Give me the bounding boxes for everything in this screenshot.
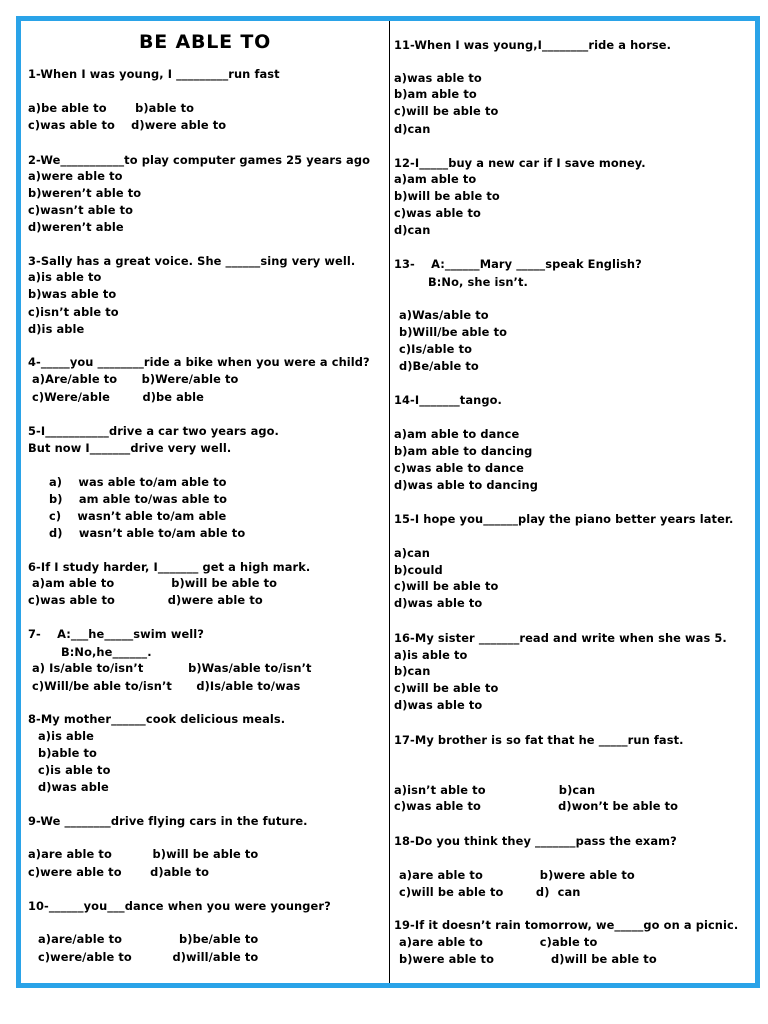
worksheet-line: b)could [394, 563, 443, 577]
worksheet-line: a)are able to c)able to [399, 935, 598, 949]
worksheet-line: c)was able to dance [394, 461, 524, 475]
worksheet-line: 18-Do you think they _______pass the exam? [394, 834, 677, 848]
worksheet-line: d)can [394, 122, 431, 136]
worksheet-line: c)was able to d)were able to [28, 118, 227, 132]
worksheet-line: a)can [394, 546, 430, 560]
worksheet-line: c) wasn’t able to/am able [49, 509, 227, 523]
worksheet-line: a)are able to b)were able to [399, 868, 635, 882]
worksheet-line: 4-_____you ________ride a bike when you were a child? [28, 355, 370, 369]
worksheet-line: d)was able to [394, 698, 483, 712]
worksheet-line: a)is able to [394, 648, 468, 662]
worksheet-line: 10-______you___dance when you were younger? [28, 899, 331, 913]
worksheet-line: c)were able to d)able to [28, 865, 210, 879]
worksheet-line: 12-I_____buy a new car if I save money. [394, 156, 646, 170]
worksheet-line: a)am able to dance [394, 427, 520, 441]
worksheet-line: c)Will/be able to/isn’t d)Is/able to/was [32, 679, 301, 693]
worksheet-line: c)were/able to d)will/able to [38, 950, 259, 964]
worksheet-line: 15-I hope you______play the piano better years later. [394, 512, 734, 526]
worksheet-line: a)am able to b)will be able to [32, 576, 278, 590]
worksheet-line: c)will be able to [394, 579, 499, 593]
worksheet-line: c)wasn’t able to [28, 203, 134, 217]
worksheet-line: a)Was/able to [399, 308, 489, 322]
worksheet-line: c)Were/able d)be able [32, 390, 205, 404]
worksheet-line: a)Are/able to b)Were/able to [32, 372, 239, 386]
worksheet-line: 8-My mother______cook delicious meals. [28, 712, 286, 726]
worksheet-line: 3-Sally has a great voice. She ______sing very well. [28, 254, 356, 268]
worksheet-title: BE ABLE TO [139, 31, 272, 53]
worksheet-line: b)weren’t able to [28, 186, 142, 200]
worksheet-line: 14-I_______tango. [394, 393, 502, 407]
worksheet-line: a)is able [38, 729, 94, 743]
worksheet-line: d)was able [38, 780, 109, 794]
worksheet-line: d)is able [28, 322, 85, 336]
worksheet-line: 9-We ________drive flying cars in the future. [28, 814, 308, 828]
column-divider [389, 21, 390, 983]
worksheet-line: But now I_______drive very well. [28, 441, 232, 455]
worksheet-line: a) was able to/am able to [49, 475, 227, 489]
worksheet-line: b)Will/be able to [399, 325, 508, 339]
worksheet-line: c)was able to [394, 206, 481, 220]
worksheet-line: 16-My sister _______read and write when she was 5. [394, 631, 727, 645]
worksheet-line: b)were able to d)will be able to [399, 952, 657, 966]
worksheet-line: d) wasn’t able to/am able to [49, 526, 246, 540]
worksheet-line: c)was able to d)were able to [28, 593, 263, 607]
worksheet-line: b)will be able to [394, 189, 500, 203]
worksheet-line: b)am able to [394, 87, 477, 101]
worksheet-line: a) Is/able to/isn’t b)Was/able to/isn’t [32, 661, 312, 675]
worksheet-line: b)am able to dancing [394, 444, 533, 458]
worksheet-line: b)can [394, 664, 431, 678]
worksheet-line: c)will be able to d) can [399, 885, 581, 899]
worksheet-line: 19-If it doesn’t rain tomorrow, we_____go on a picnic. [394, 918, 739, 932]
worksheet-line: a)are/able to b)be/able to [38, 932, 259, 946]
worksheet-line: a)was able to [394, 71, 482, 85]
worksheet-line: b) am able to/was able to [49, 492, 228, 506]
worksheet-line: b)was able to [28, 287, 117, 301]
worksheet-line: 6-If I study harder, I_______ get a high mark. [28, 560, 311, 574]
worksheet-line: B:No,he______. [61, 645, 152, 659]
worksheet-line: d)can [394, 223, 431, 237]
worksheet-line: d)Be/able to [399, 359, 479, 373]
worksheet-line: B:No, she isn’t. [428, 275, 528, 289]
worksheet-line: 7- A:___he_____swim well? [28, 627, 205, 641]
worksheet-line: 1-When I was young, I _________run fast [28, 67, 280, 81]
worksheet-line: c)will be able to [394, 681, 499, 695]
worksheet-line: c)is able to [38, 763, 111, 777]
worksheet-line: 17-My brother is so fat that he _____run fast. [394, 733, 684, 747]
worksheet-line: d)was able to [394, 596, 483, 610]
worksheet-line: 5-I___________drive a car two years ago. [28, 424, 279, 438]
worksheet-line: 13- A:______Mary _____speak English? [394, 257, 642, 271]
worksheet-line: c)Is/able to [399, 342, 473, 356]
worksheet-line: b)able to [38, 746, 97, 760]
worksheet-line: c)was able to d)won’t be able to [394, 799, 679, 813]
worksheet-line: d)was able to dancing [394, 478, 538, 492]
worksheet-line: a)isn’t able to b)can [394, 783, 596, 797]
worksheet-line: c)isn’t able to [28, 305, 119, 319]
worksheet-line: a)is able to [28, 270, 102, 284]
worksheet-line: a)be able to b)able to [28, 101, 195, 115]
worksheet-line: c)will be able to [394, 104, 499, 118]
worksheet-line: 2-We___________to play computer games 25 years ago [28, 153, 371, 167]
worksheet-line: d)weren’t able [28, 220, 124, 234]
worksheet-line: 11-When I was young,I________ride a horse. [394, 38, 672, 52]
worksheet-line: a)were able to [28, 169, 123, 183]
worksheet-line: a)are able to b)will be able to [28, 847, 259, 861]
worksheet-line: a)am able to [394, 172, 477, 186]
